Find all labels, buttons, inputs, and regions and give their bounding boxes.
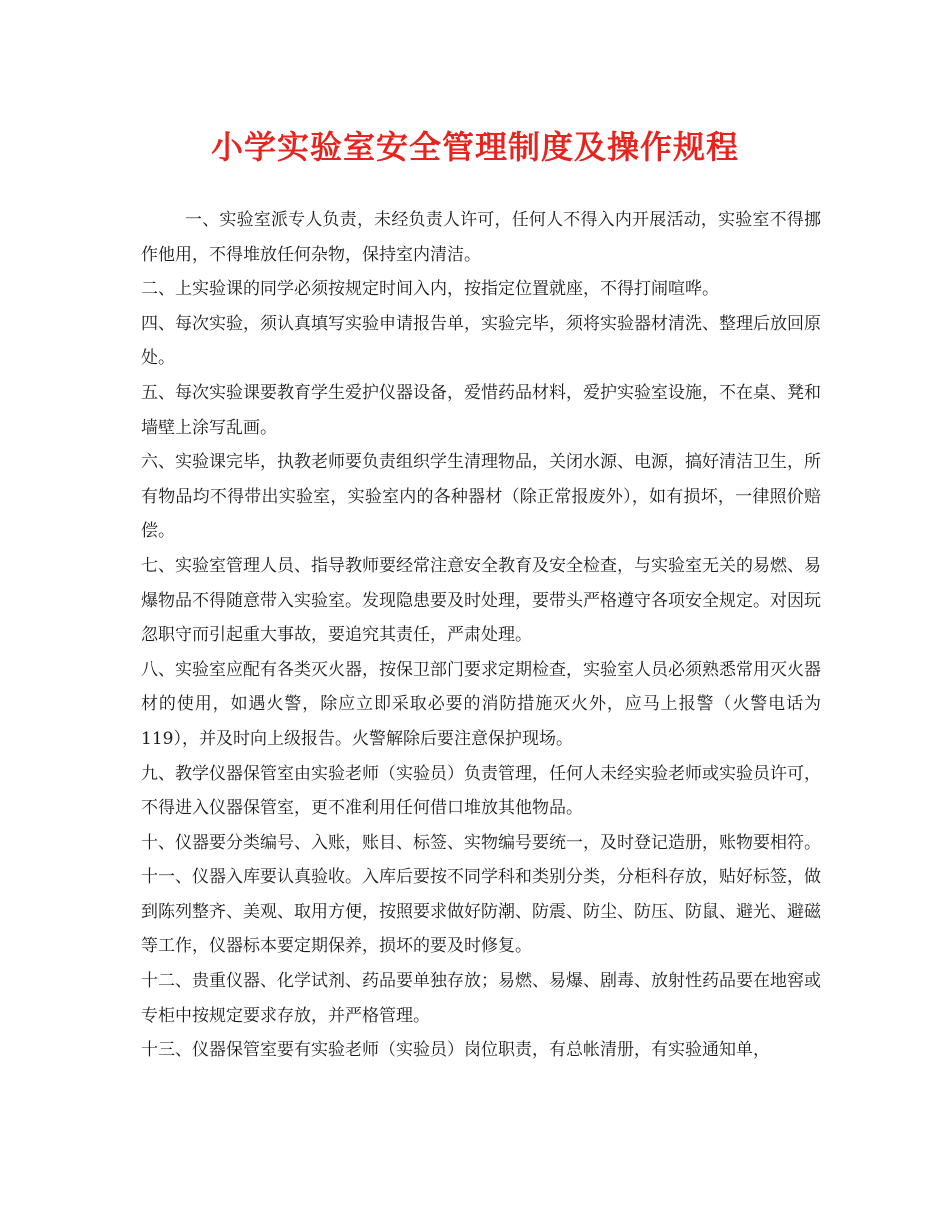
paragraph-rule-1: 一、实验室派专人负责，未经负责人许可，任何人不得入内开展活动，实验室不得挪作他用，不得堆放任何杂物，保持室内清洁。: [141, 210, 821, 265]
paragraph-rule-8: 八、实验室应配有各类灭火器，按保卫部门要求定期检查，实验室人员必须熟悉常用灭火器材的使用，如遇火警，除应立即采取必要的消防措施灭火外，应马上报警（火警电话为119），并及时向上级报告。火警解除后要注意保护现场。: [141, 659, 821, 749]
paragraph-rule-6: 六、实验课完毕，执教老师要负责组织学生清理物品，关闭水源、电源，搞好清洁卫生，所有物品均不得带出实验室，实验室内的各种器材（除正常报废外），如有损坏，一律照价赔偿。: [141, 452, 821, 542]
paragraph-rule-12: 十二、贵重仪器、化学试剂、药品要单独存放；易燃、易爆、剧毒、放射性药品要在地窖或专柜中按规定要求存放，并严格管理。: [141, 971, 821, 1026]
document-body: [141, 203, 821, 1068]
paragraph-rule-10: 十、仪器要分类编号、入账，账目、标签、实物编号要统一，及时登记造册，账物要相符。: [141, 832, 821, 853]
paragraph-rule-5: 五、每次实验课要教育学生爱护仪器设备，爱惜药品材料，爱护实验室设施，不在桌、凳和墙壁上涂写乱画。: [141, 382, 821, 438]
paragraph-rule-4: 四、每次实验，须认真填写实验申请报告单，实验完毕，须将实验器材清洗、整理后放回原处。: [141, 313, 821, 369]
paragraph-rule-7: 七、实验室管理人员、指导教师要经常注意安全教育及安全检查，与实验室无关的易燃、易爆物品不得随意带入实验室。发现隐患要及时处理，要带头严格遵守各项安全规定。对因玩忽职守而引起重大事故，要追究其责任，严肃处理。: [141, 555, 821, 646]
paragraph-rule-2: 二、上实验课的同学必须按规定时间入内，按指定位置就座，不得打闹喧哗。: [141, 279, 719, 300]
document-title: 小学实验室安全管理制度及操作规程: [210, 128, 739, 166]
paragraph-rule-9: 九、教学仪器保管室由实验老师（实验员）负责管理，任何人未经实验老师或实验员许可，不得进入仪器保管室，更不准利用任何借口堆放其他物品。: [141, 763, 821, 819]
paragraph-rule-11: 十一、仪器入库要认真验收。入库后要按不同学科和类别分类，分柜科存放，贴好标签，做到陈列整齐、美观、取用方便，按照要求做好防潮、防震、防尘、防压、防鼠、避光、避磁等工作，仪器标本要定期保养，损坏的要及时修复。: [141, 867, 821, 957]
paragraph-rule-13: 十三、仪器保管室要有实验老师（实验员）岗位职责，有总帐清册，有实验通知单，: [141, 1040, 770, 1061]
